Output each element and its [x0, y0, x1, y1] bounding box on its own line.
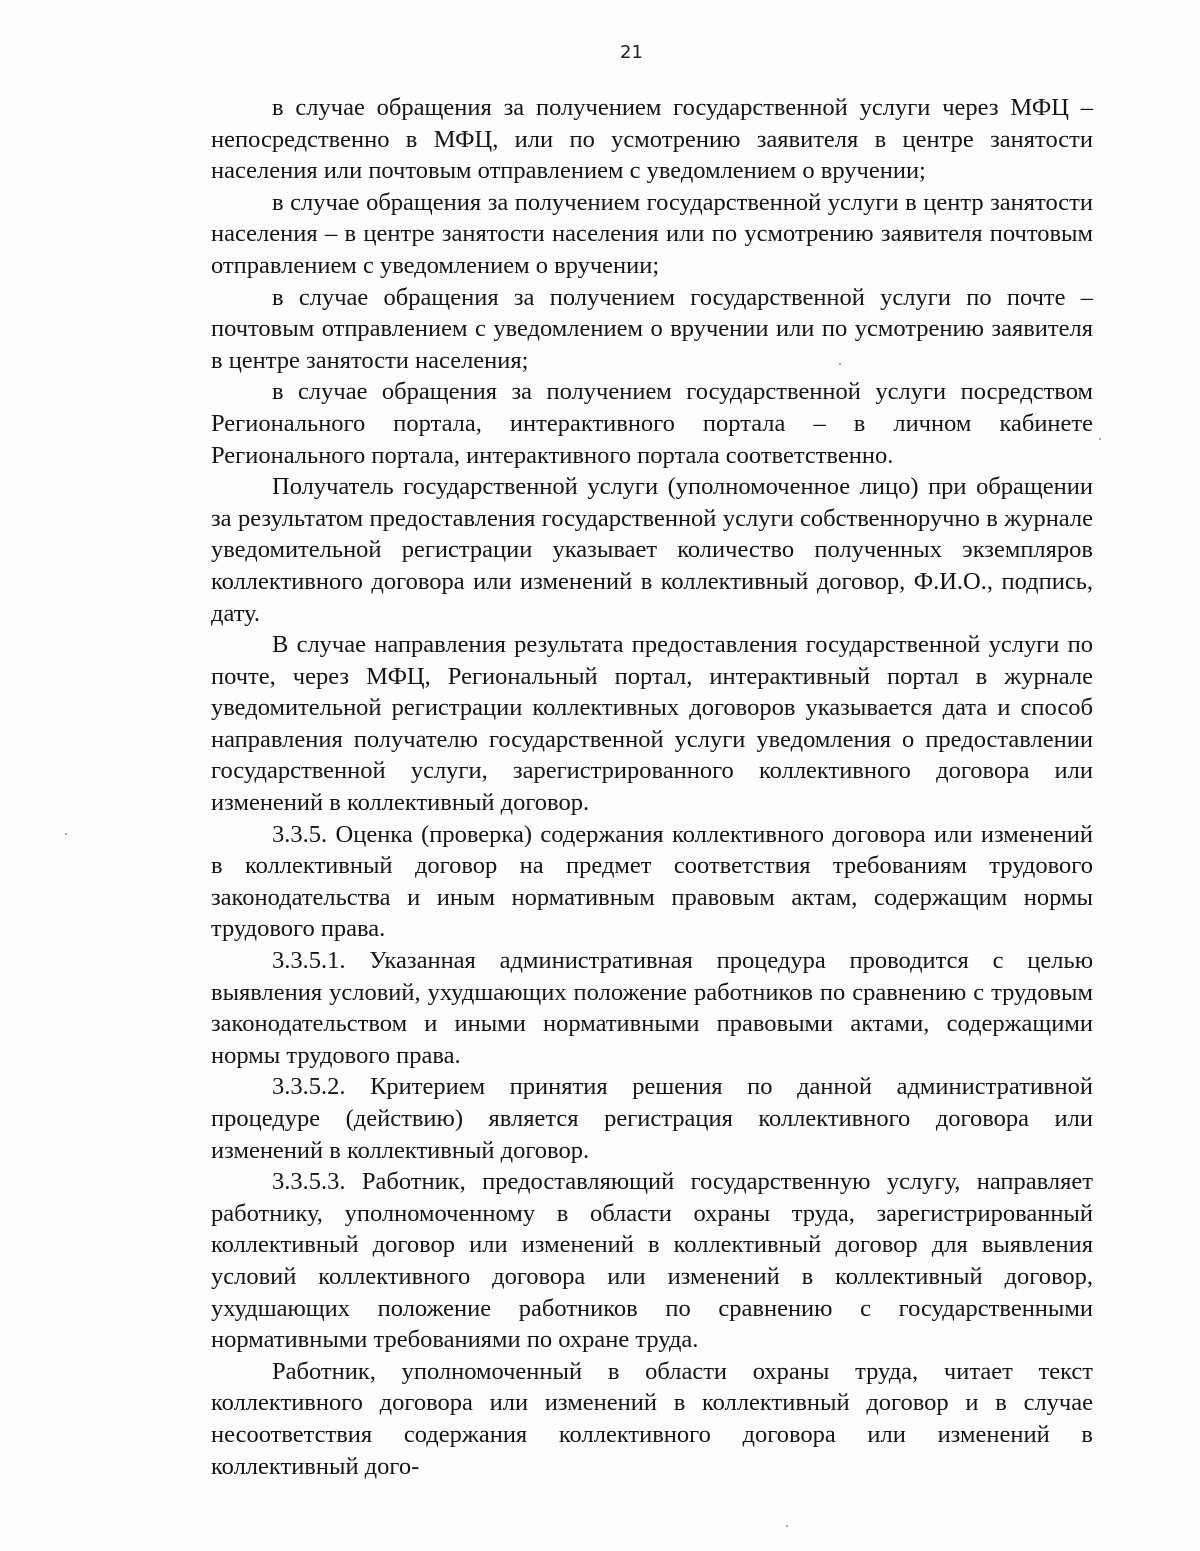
paragraph-section-3-3-5-1: 3.3.5.1. Указанная административная процедура проводится с целью выявления условий, ухудшающих положение работников по сравнению с трудовым законодательством и иными нормативными правовыми актами, содержащими нормы трудового права.: [211, 947, 1093, 1069]
paragraph-result-sending: В случае направления результата предоставления государственной услуги по почте, через МФЦ, Региональный портал, интерактивный портал в журнале уведомительной регистрации коллективных договоров указывается дата и способ направления получателю государственной услуги уведомления о предоставлении государственной услуги, зарегистрированного коллективного договора или изменений в коллективный договор.: [211, 631, 1093, 817]
document-body: [211, 92, 1093, 1482]
paragraph-labor-safety-review: Работник, уполномоченный в области охраны труда, читает текст коллективного договора или изменений в коллективный договор и в случае несоответствия содержания коллективного договора или изменений в коллективный дого-: [211, 1357, 1093, 1480]
paragraph-section-3-3-5: 3.3.5. Оценка (проверка) содержания коллективного договора или изменений в коллективный договор на предмет соответствия требованиям трудового законодательства и иным нормативным правовым актам, содержащим нормы трудового права.: [211, 820, 1093, 943]
paragraph-portal-receipt: в случае обращения за получением государственной услуги посредством Регионального портала, интерактивного портала – в личном кабинете Регионального портала, интерактивного портала соответственно.: [211, 378, 1093, 469]
paragraph-employment-center-receipt: в случае обращения за получением государственной услуги в центр занятости населения – в центре занятости населения или по усмотрению заявителя почтовым отправлением с уведомлением о вручении;: [211, 188, 1093, 279]
paragraph-section-3-3-5-2: 3.3.5.2. Критерием принятия решения по данной административной процедуре (действию) является регистрация коллективного договора или изменений в коллективный договор.: [211, 1073, 1093, 1164]
scan-speck: [839, 363, 841, 365]
scan-speck: [786, 1525, 788, 1527]
page-number: 21: [620, 42, 643, 63]
paragraph-mail-receipt: в случае обращения за получением государственной услуги по почте – почтовым отправлением с уведомлением о вручении или по усмотрению заявителя в центре занятости населения;: [211, 283, 1093, 374]
paragraph-recipient-signature: Получатель государственной услуги (уполномоченное лицо) при обращении за результатом предоставления государственной услуги собственноручно в журнале уведомительной регистрации указывает количество полученных экземпляров коллективного договора или изменений в коллективный договор, Ф.И.О., подпись, дату.: [211, 473, 1093, 627]
scan-speck: [1099, 438, 1101, 440]
paragraph-mfc-receipt: в случае обращения за получением государственной услуги через МФЦ – непосредственно в МФЦ, или по усмотрению заявителя в центре занятости населения или почтовым отправлением с уведомлением о вручении;: [211, 94, 1093, 185]
paragraph-section-3-3-5-3: 3.3.5.3. Работник, предоставляющий государственную услугу, направляет работнику, уполномоченному в области охраны труда, зарегистрированный коллективный договор или изменений в коллективный договор для выявления условий коллективного договора или изменений в коллективный договор, ухудшающих положение работников по сравнению с государственными нормативными требованиями по охране труда.: [211, 1168, 1093, 1354]
scan-speck: [65, 833, 67, 835]
